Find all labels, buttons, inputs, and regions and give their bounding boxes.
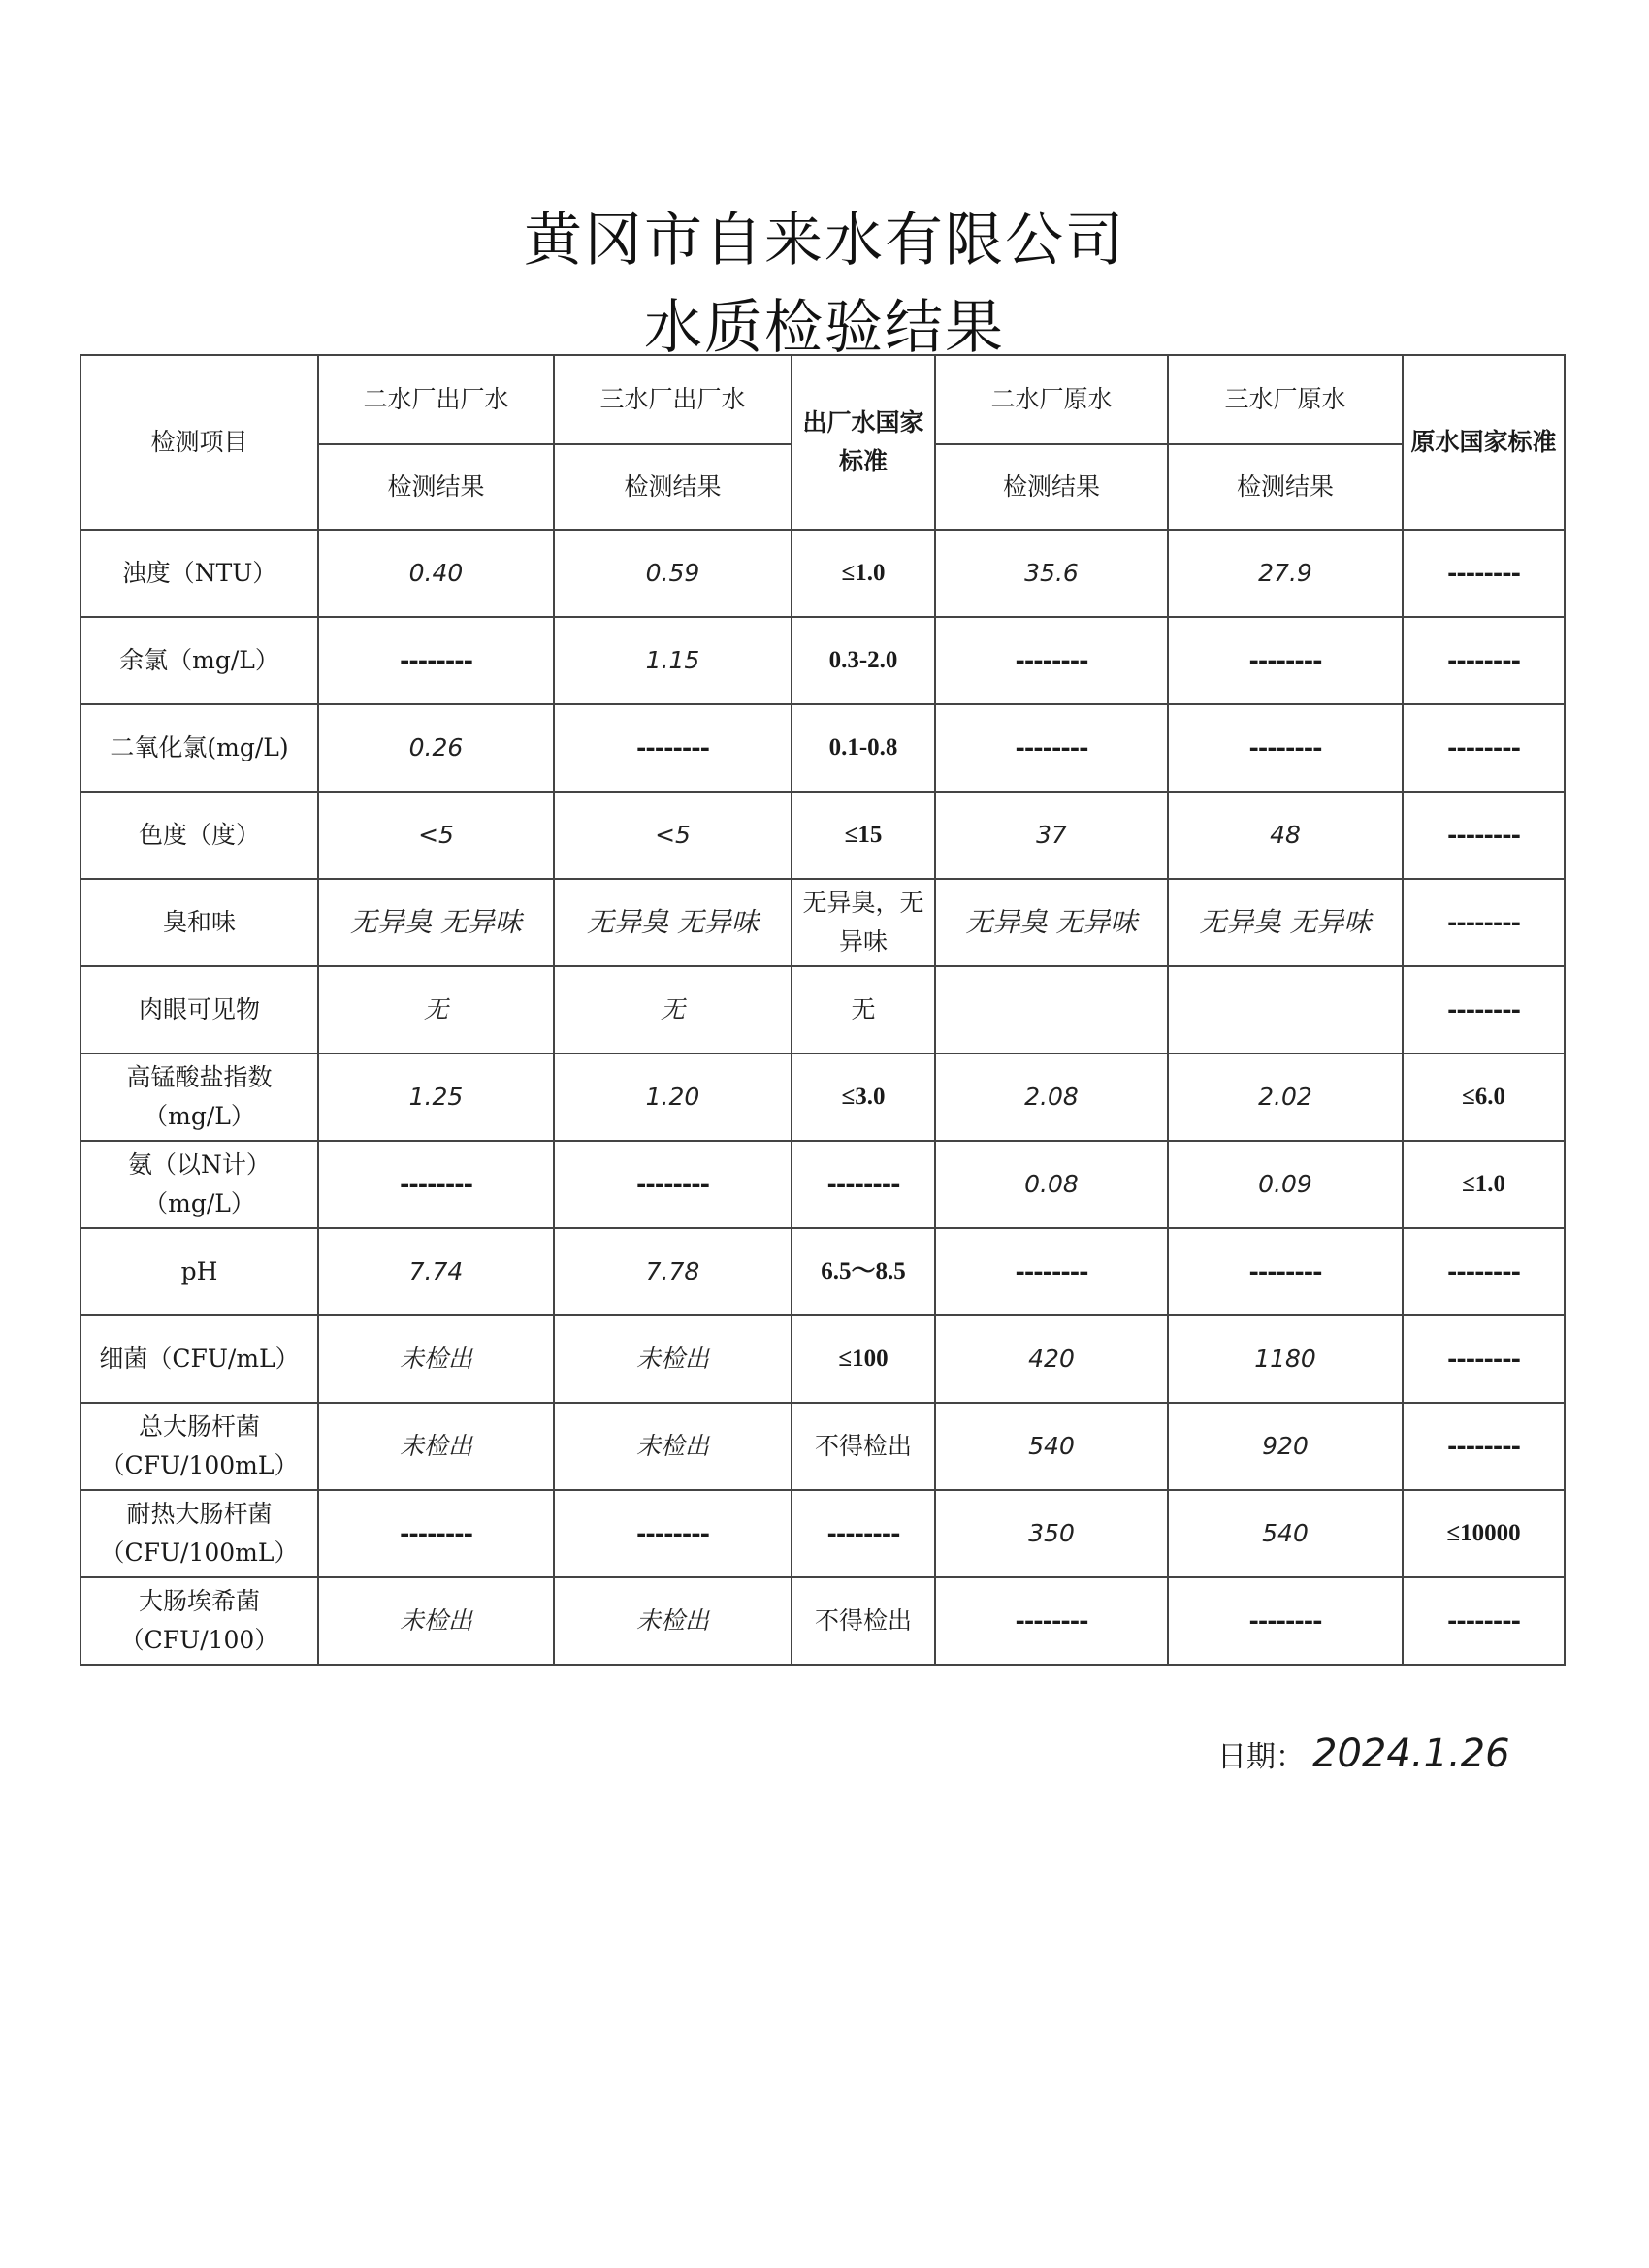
plant2-raw-cell: 37 (935, 792, 1168, 879)
report-date (1217, 1732, 1510, 1776)
raw-standard-cell: -------- (1403, 966, 1565, 1053)
header-plant2-raw: 二水厂原水 (935, 355, 1168, 444)
plant2-raw-cell: 0.08 (935, 1141, 1168, 1228)
raw-standard-cell: ≤6.0 (1403, 1053, 1565, 1141)
plant3-out-cell: -------- (554, 1490, 792, 1577)
out-standard-cell: ≤3.0 (792, 1053, 935, 1141)
plant2-raw-cell: -------- (935, 704, 1168, 792)
plant2-out-cell: 7.74 (318, 1228, 554, 1315)
page-title: 黄冈市自来水有限公司 (524, 207, 1125, 275)
plant3-raw-cell: 0.09 (1168, 1141, 1403, 1228)
table-row (81, 617, 1565, 704)
item-cell: 细菌（CFU/mL） (81, 1315, 318, 1403)
plant2-out-cell: 无 (318, 966, 554, 1053)
header-result: 检测结果 (554, 444, 792, 530)
header-plant2-out: 二水厂出厂水 (318, 355, 554, 444)
plant2-raw-cell: 无异臭 无异味 (935, 879, 1168, 966)
out-standard-cell: 无 (792, 966, 935, 1053)
plant3-out-cell: 未检出 (554, 1577, 792, 1665)
plant2-raw-cell: -------- (935, 617, 1168, 704)
plant2-raw-cell: -------- (935, 1228, 1168, 1315)
raw-standard-cell: -------- (1403, 530, 1565, 617)
header-plant3-raw: 三水厂原水 (1168, 355, 1403, 444)
table-row (81, 966, 1565, 1053)
raw-standard-cell: -------- (1403, 1228, 1565, 1315)
item-cell: 氨（以N计）（mg/L） (81, 1141, 318, 1228)
plant2-raw-cell: 2.08 (935, 1053, 1168, 1141)
header-item: 检测项目 (81, 355, 318, 530)
table-row (81, 879, 1565, 966)
results-table (80, 354, 1566, 1666)
table-row (81, 1228, 1565, 1315)
plant3-raw-cell (1168, 966, 1403, 1053)
date-value: 2024.1.26 (1312, 1732, 1510, 1776)
plant3-raw-cell: 540 (1168, 1490, 1403, 1577)
plant3-raw-cell: 920 (1168, 1403, 1403, 1490)
out-standard-cell: -------- (792, 1141, 935, 1228)
item-cell: 肉眼可见物 (81, 966, 318, 1053)
plant2-raw-cell: -------- (935, 1577, 1168, 1665)
plant2-out-cell: <5 (318, 792, 554, 879)
raw-standard-cell: ≤1.0 (1403, 1141, 1565, 1228)
item-cell: 余氯（mg/L） (81, 617, 318, 704)
plant3-out-cell: <5 (554, 792, 792, 879)
plant3-raw-cell: -------- (1168, 1228, 1403, 1315)
plant3-out-cell: 0.59 (554, 530, 792, 617)
page-subtitle: 水质检验结果 (644, 294, 1005, 362)
plant2-raw-cell: 420 (935, 1315, 1168, 1403)
out-standard-cell: 不得检出 (792, 1403, 935, 1490)
header-result: 检测结果 (935, 444, 1168, 530)
plant3-out-cell: -------- (554, 1141, 792, 1228)
item-cell: 臭和味 (81, 879, 318, 966)
plant2-out-cell: 无异臭 无异味 (318, 879, 554, 966)
header-plant3-out: 三水厂出厂水 (554, 355, 792, 444)
plant3-raw-cell: 1180 (1168, 1315, 1403, 1403)
plant3-raw-cell: 2.02 (1168, 1053, 1403, 1141)
out-standard-cell: ≤15 (792, 792, 935, 879)
plant3-raw-cell: 无异臭 无异味 (1168, 879, 1403, 966)
table-row (81, 1403, 1565, 1490)
plant2-out-cell: 1.25 (318, 1053, 554, 1141)
item-cell: 耐热大肠杆菌（CFU/100mL） (81, 1490, 318, 1577)
header-result: 检测结果 (318, 444, 554, 530)
out-standard-cell: 无异臭，无异味 (792, 879, 935, 966)
plant3-out-cell: 1.15 (554, 617, 792, 704)
item-cell: 大肠埃希菌（CFU/100） (81, 1577, 318, 1665)
plant3-raw-cell: 48 (1168, 792, 1403, 879)
plant2-out-cell: 0.40 (318, 530, 554, 617)
plant3-out-cell: 7.78 (554, 1228, 792, 1315)
out-standard-cell: ≤1.0 (792, 530, 935, 617)
raw-standard-cell: -------- (1403, 1403, 1565, 1490)
item-cell: pH (81, 1228, 318, 1315)
table-row (81, 704, 1565, 792)
raw-standard-cell: -------- (1403, 704, 1565, 792)
out-standard-cell: 0.1-0.8 (792, 704, 935, 792)
out-standard-cell: 6.5～8.5 (792, 1228, 935, 1315)
plant2-raw-cell: 35.6 (935, 530, 1168, 617)
raw-standard-cell: -------- (1403, 879, 1565, 966)
item-cell: 浊度（NTU） (81, 530, 318, 617)
raw-standard-cell: ≤10000 (1403, 1490, 1565, 1577)
plant2-out-cell: 0.26 (318, 704, 554, 792)
plant2-raw-cell (935, 966, 1168, 1053)
out-standard-cell: 0.3-2.0 (792, 617, 935, 704)
item-cell: 二氧化氯(mg/L) (81, 704, 318, 792)
out-standard-cell: -------- (792, 1490, 935, 1577)
out-standard-cell: 不得检出 (792, 1577, 935, 1665)
table-row (81, 1053, 1565, 1141)
table-row (81, 1315, 1565, 1403)
raw-standard-cell: -------- (1403, 617, 1565, 704)
table-row (81, 792, 1565, 879)
out-standard-cell: ≤100 (792, 1315, 935, 1403)
plant3-raw-cell: -------- (1168, 1577, 1403, 1665)
plant3-out-cell: 无 (554, 966, 792, 1053)
plant3-out-cell: 未检出 (554, 1315, 792, 1403)
header-result: 检测结果 (1168, 444, 1403, 530)
plant3-out-cell: 未检出 (554, 1403, 792, 1490)
raw-standard-cell: -------- (1403, 1315, 1565, 1403)
plant3-raw-cell: 27.9 (1168, 530, 1403, 617)
table-row (81, 1577, 1565, 1665)
header-raw-standard: 原水国家标准 (1403, 355, 1565, 530)
plant2-out-cell: -------- (318, 1141, 554, 1228)
plant3-out-cell: 无异臭 无异味 (554, 879, 792, 966)
table-row (81, 1141, 1565, 1228)
plant2-out-cell: 未检出 (318, 1315, 554, 1403)
plant3-out-cell: 1.20 (554, 1053, 792, 1141)
plant2-out-cell: -------- (318, 617, 554, 704)
plant2-raw-cell: 350 (935, 1490, 1168, 1577)
raw-standard-cell: -------- (1403, 792, 1565, 879)
item-cell: 高锰酸盐指数（mg/L） (81, 1053, 318, 1141)
date-label: 日期： (1217, 1740, 1305, 1774)
plant3-raw-cell: -------- (1168, 617, 1403, 704)
item-cell: 色度（度） (81, 792, 318, 879)
table-row (81, 530, 1565, 617)
item-cell: 总大肠杆菌（CFU/100mL） (81, 1403, 318, 1490)
plant2-out-cell: -------- (318, 1490, 554, 1577)
plant2-out-cell: 未检出 (318, 1403, 554, 1490)
plant3-out-cell: -------- (554, 704, 792, 792)
raw-standard-cell: -------- (1403, 1577, 1565, 1665)
header-out-standard: 出厂水国家标准 (792, 355, 935, 530)
plant2-out-cell: 未检出 (318, 1577, 554, 1665)
plant3-raw-cell: -------- (1168, 704, 1403, 792)
table-row (81, 1490, 1565, 1577)
plant2-raw-cell: 540 (935, 1403, 1168, 1490)
